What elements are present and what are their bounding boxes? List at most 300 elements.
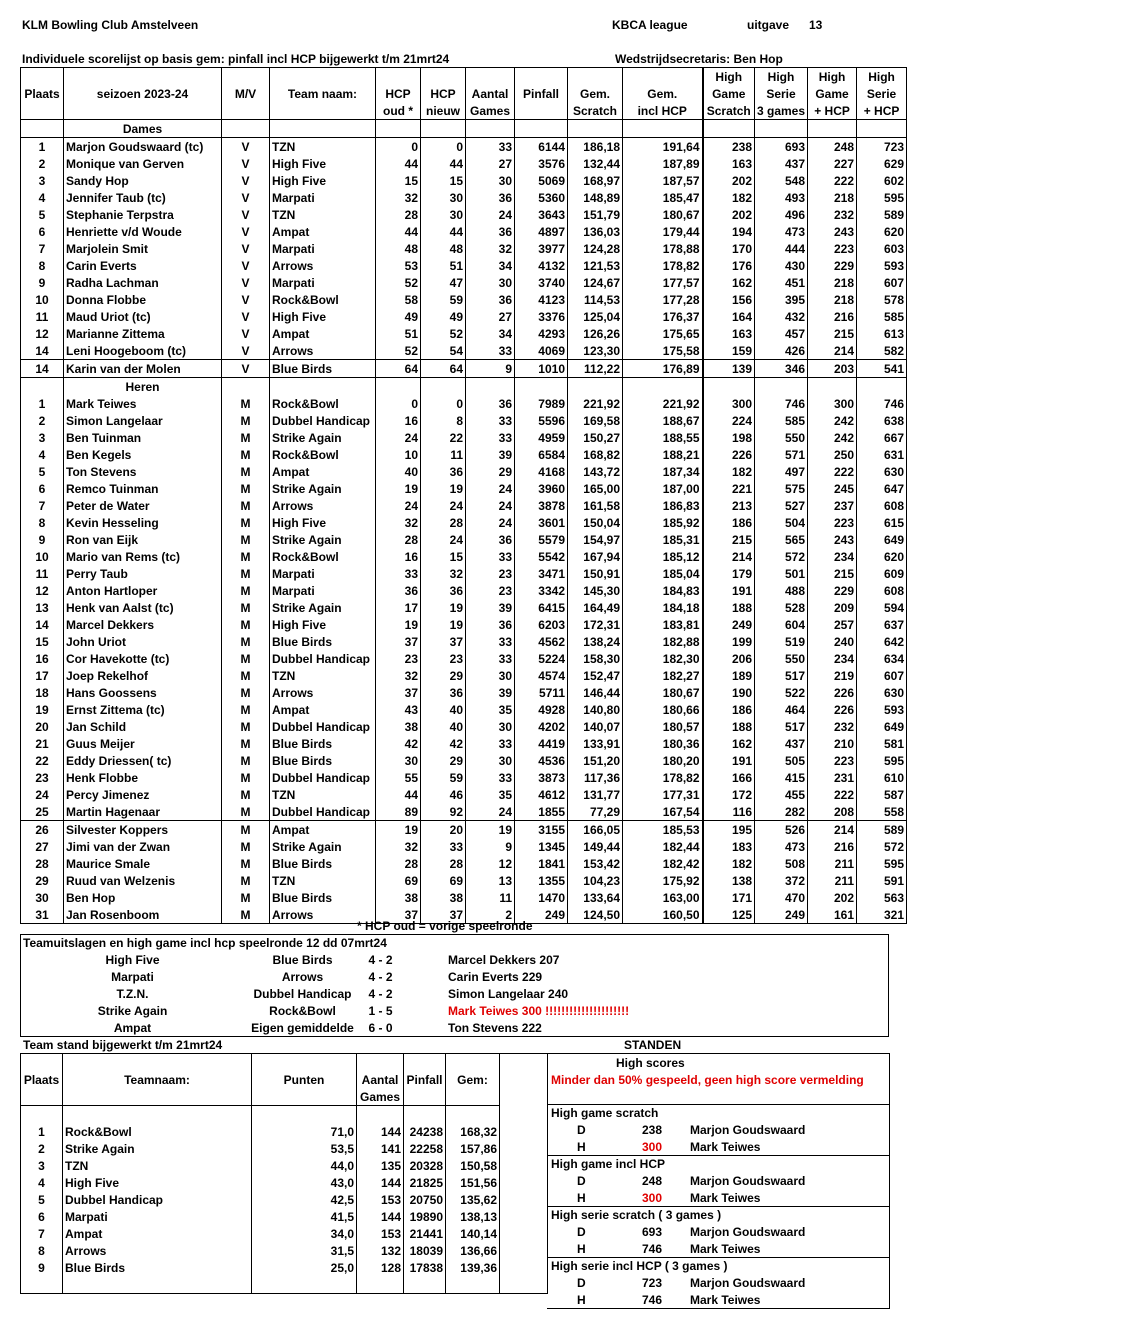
high-score-divider bbox=[547, 1206, 889, 1207]
cell-mv: M bbox=[222, 650, 270, 667]
cell-gem-hcp: 179,44 bbox=[623, 223, 703, 240]
cell-games: 27 bbox=[466, 155, 515, 172]
cell-gem-hcp: 180,57 bbox=[623, 718, 703, 735]
cell-high-game-hcp: 248 bbox=[808, 138, 857, 156]
cell-high-serie-hcp: 582 bbox=[857, 342, 907, 360]
cell-hcp-new: 20 bbox=[421, 821, 466, 839]
cell-high-serie-hcp: 581 bbox=[857, 735, 907, 752]
cell-plaats: 1 bbox=[21, 395, 64, 412]
cell-games: 11 bbox=[466, 889, 515, 906]
cell-hcp-new: 19 bbox=[421, 616, 466, 633]
cell-gem-hcp: 175,58 bbox=[623, 342, 703, 360]
cell-high-serie-hcp: 602 bbox=[857, 172, 907, 189]
cell-hcp-old: 52 bbox=[376, 342, 421, 360]
cell-hcp-new: 28 bbox=[421, 514, 466, 531]
cell-hcp-old: 69 bbox=[376, 872, 421, 889]
standings-cell-games: 135 bbox=[357, 1157, 404, 1174]
cell-hcp-new: 32 bbox=[421, 565, 466, 582]
cell-mv: M bbox=[222, 514, 270, 531]
cell-hcp-new: 51 bbox=[421, 257, 466, 274]
cell-high-serie: 249 bbox=[755, 906, 808, 924]
cell-gem-scratch: 140,80 bbox=[568, 701, 623, 718]
cell-gem-scratch: 169,58 bbox=[568, 412, 623, 429]
cell-pinfall: 3155 bbox=[515, 821, 568, 839]
cell-team: Arrows bbox=[270, 257, 376, 274]
player-row bbox=[21, 138, 907, 156]
standings-cell-team: Marpati bbox=[63, 1208, 252, 1225]
heren-high-name: Mark Teiwes bbox=[690, 1242, 761, 1256]
cell-team: Arrows bbox=[270, 906, 376, 924]
cell-high-serie: 464 bbox=[755, 701, 808, 718]
cell-games: 24 bbox=[466, 480, 515, 497]
cell-mv: M bbox=[222, 480, 270, 497]
cell-games: 34 bbox=[466, 325, 515, 342]
cell-team: Marpati bbox=[270, 189, 376, 206]
cell-gem-hcp: 184,18 bbox=[623, 599, 703, 616]
col-mv: M/V bbox=[222, 68, 270, 120]
heren-section bbox=[21, 378, 907, 924]
player-row bbox=[21, 325, 907, 342]
cell-hcp-new: 8 bbox=[421, 412, 466, 429]
cell-high-game-hcp: 243 bbox=[808, 531, 857, 548]
player-row bbox=[21, 701, 907, 718]
cell-high-serie-hcp: 631 bbox=[857, 446, 907, 463]
cell-hcp-old: 30 bbox=[376, 752, 421, 769]
cell-high-game: 189 bbox=[703, 667, 755, 684]
result-away-team: Arrows bbox=[281, 970, 324, 984]
cell-plaats: 28 bbox=[21, 855, 64, 872]
standings-row bbox=[21, 1157, 548, 1174]
cell-hcp-new: 42 bbox=[421, 735, 466, 752]
cell-high-serie-hcp: 585 bbox=[857, 308, 907, 325]
cell-high-game-hcp: 222 bbox=[808, 463, 857, 480]
cell-high-game-hcp: 257 bbox=[808, 616, 857, 633]
result-score: 1 - 5 bbox=[368, 1004, 393, 1018]
cell-high-serie: 527 bbox=[755, 497, 808, 514]
cell-high-serie-hcp: 630 bbox=[857, 684, 907, 701]
cell-high-game: 202 bbox=[703, 172, 755, 189]
standings-cell-team: Blue Birds bbox=[63, 1259, 252, 1276]
player-row bbox=[21, 172, 907, 189]
cell-name: Guus Meijer bbox=[64, 735, 222, 752]
cell-pinfall: 5579 bbox=[515, 531, 568, 548]
cell-games: 9 bbox=[466, 360, 515, 378]
cell-hcp-old: 24 bbox=[376, 429, 421, 446]
cell-mv: M bbox=[222, 889, 270, 906]
cell-high-serie-hcp: 620 bbox=[857, 223, 907, 240]
cell-high-serie: 437 bbox=[755, 735, 808, 752]
cell-plaats: 14 bbox=[21, 342, 64, 360]
cell-gem-scratch: 124,50 bbox=[568, 906, 623, 924]
cell-games: 19 bbox=[466, 821, 515, 839]
cell-team: High Five bbox=[270, 172, 376, 189]
cell-gem-scratch: 136,03 bbox=[568, 223, 623, 240]
cell-hcp-new: 59 bbox=[421, 291, 466, 308]
cell-pinfall: 4168 bbox=[515, 463, 568, 480]
cell-hcp-old: 15 bbox=[376, 172, 421, 189]
cell-plaats: 15 bbox=[21, 633, 64, 650]
cell-mv: V bbox=[222, 189, 270, 206]
player-row bbox=[21, 463, 907, 480]
cell-high-game-hcp: 231 bbox=[808, 769, 857, 786]
cell-games: 29 bbox=[466, 463, 515, 480]
cell-high-game: 179 bbox=[703, 565, 755, 582]
cell-high-serie-hcp: 667 bbox=[857, 429, 907, 446]
cell-mv: M bbox=[222, 684, 270, 701]
standings-title: Team stand bijgewerkt t/m 21mrt24 bbox=[23, 1038, 223, 1052]
cell-name: Anton Hartloper bbox=[64, 582, 222, 599]
cell-gem-scratch: 151,79 bbox=[568, 206, 623, 223]
cell-gem-hcp: 176,89 bbox=[623, 360, 703, 378]
cell-hcp-new: 0 bbox=[421, 138, 466, 156]
cell-hcp-old: 16 bbox=[376, 412, 421, 429]
standings-col-games: Aantal bbox=[357, 1071, 404, 1088]
cell-plaats: 10 bbox=[21, 291, 64, 308]
cell-hcp-new: 59 bbox=[421, 769, 466, 786]
cell-high-serie-hcp: 594 bbox=[857, 599, 907, 616]
cell-hcp-new: 40 bbox=[421, 718, 466, 735]
cell-pinfall: 5596 bbox=[515, 412, 568, 429]
cell-high-game: 176 bbox=[703, 257, 755, 274]
dames-high-score: 723 bbox=[641, 1276, 662, 1290]
cell-name: Ben Tuinman bbox=[64, 429, 222, 446]
standings-row bbox=[21, 1208, 548, 1225]
cell-high-serie-hcp: 642 bbox=[857, 633, 907, 650]
player-row bbox=[21, 429, 907, 446]
cell-mv: V bbox=[222, 138, 270, 156]
cell-high-serie-hcp: 634 bbox=[857, 650, 907, 667]
cell-mv: M bbox=[222, 855, 270, 872]
cell-gem-scratch: 114,53 bbox=[568, 291, 623, 308]
cell-gem-hcp: 185,31 bbox=[623, 531, 703, 548]
cell-hcp-new: 30 bbox=[421, 206, 466, 223]
cell-high-serie: 572 bbox=[755, 548, 808, 565]
cell-high-serie-hcp: 746 bbox=[857, 395, 907, 412]
cell-high-serie: 517 bbox=[755, 667, 808, 684]
cell-gem-scratch: 153,42 bbox=[568, 855, 623, 872]
cell-gem-hcp: 177,31 bbox=[623, 786, 703, 803]
cell-mv: M bbox=[222, 786, 270, 803]
cell-gem-hcp: 178,88 bbox=[623, 240, 703, 257]
cell-team: Ampat bbox=[270, 821, 376, 839]
cell-name: John Uriot bbox=[64, 633, 222, 650]
cell-high-serie: 395 bbox=[755, 291, 808, 308]
cell-high-game-hcp: 226 bbox=[808, 684, 857, 701]
cell-pinfall: 4132 bbox=[515, 257, 568, 274]
cell-pinfall: 4202 bbox=[515, 718, 568, 735]
cell-gem-scratch: 132,44 bbox=[568, 155, 623, 172]
cell-games: 36 bbox=[466, 189, 515, 206]
cell-pinfall: 4293 bbox=[515, 325, 568, 342]
player-row bbox=[21, 599, 907, 616]
cell-high-game: 199 bbox=[703, 633, 755, 650]
dames-high-score: 238 bbox=[641, 1123, 662, 1137]
high-score-divider bbox=[547, 1155, 889, 1156]
standings-row bbox=[21, 1140, 548, 1157]
standings-cell-pinfall: 20328 bbox=[404, 1157, 446, 1174]
cell-plaats: 18 bbox=[21, 684, 64, 701]
cell-high-serie-hcp: 593 bbox=[857, 701, 907, 718]
cell-high-serie: 473 bbox=[755, 838, 808, 855]
cell-team: TZN bbox=[270, 667, 376, 684]
cell-pinfall: 4928 bbox=[515, 701, 568, 718]
result-away-team: Rock&Bowl bbox=[269, 1004, 336, 1018]
cell-gem-hcp: 178,82 bbox=[623, 257, 703, 274]
result-high-game: Carin Everts 229 bbox=[448, 970, 543, 984]
cell-name: Jan Schild bbox=[64, 718, 222, 735]
cell-name: Hans Goossens bbox=[64, 684, 222, 701]
high-score-divider bbox=[547, 1257, 889, 1258]
cell-gem-hcp: 186,83 bbox=[623, 497, 703, 514]
cell-hcp-old: 16 bbox=[376, 548, 421, 565]
cell-pinfall: 3471 bbox=[515, 565, 568, 582]
col-plaats: Plaats bbox=[21, 68, 64, 120]
cell-name: Leni Hoogeboom (tc) bbox=[64, 342, 222, 360]
cell-pinfall: 4959 bbox=[515, 429, 568, 446]
cell-name: Peter de Water bbox=[64, 497, 222, 514]
cell-games: 36 bbox=[466, 223, 515, 240]
standings-cell-team: Dubbel Handicap bbox=[63, 1191, 252, 1208]
result-score: 6 - 0 bbox=[368, 1021, 393, 1035]
cell-team: High Five bbox=[270, 514, 376, 531]
col-gem: Gem. bbox=[568, 85, 623, 102]
cell-gem-scratch: 167,94 bbox=[568, 548, 623, 565]
cell-hcp-new: 37 bbox=[421, 906, 466, 924]
dames-high-name: Marjon Goudswaard bbox=[690, 1123, 806, 1137]
cell-high-game: 249 bbox=[703, 616, 755, 633]
cell-gem-hcp: 182,30 bbox=[623, 650, 703, 667]
cell-hcp-old: 32 bbox=[376, 189, 421, 206]
cell-gem-hcp: 183,81 bbox=[623, 616, 703, 633]
cell-hcp-new: 29 bbox=[421, 752, 466, 769]
cell-hcp-old: 89 bbox=[376, 803, 421, 821]
cell-high-game-hcp: 216 bbox=[808, 308, 857, 325]
cell-gem-scratch: 152,47 bbox=[568, 667, 623, 684]
cell-hcp-new: 33 bbox=[421, 838, 466, 855]
cell-hcp-old: 37 bbox=[376, 633, 421, 650]
cell-high-serie: 432 bbox=[755, 308, 808, 325]
standings-cell-team: Rock&Bowl bbox=[63, 1123, 252, 1140]
cell-gem-hcp: 163,00 bbox=[623, 889, 703, 906]
cell-name: Stephanie Terpstra bbox=[64, 206, 222, 223]
cell-mv: M bbox=[222, 531, 270, 548]
cell-mv: M bbox=[222, 616, 270, 633]
cell-high-game: 164 bbox=[703, 308, 755, 325]
cell-team: Strike Again bbox=[270, 838, 376, 855]
cell-high-game-hcp: 218 bbox=[808, 189, 857, 206]
cell-plaats: 11 bbox=[21, 565, 64, 582]
cell-gem-scratch: 143,72 bbox=[568, 463, 623, 480]
cell-high-serie-hcp: 591 bbox=[857, 872, 907, 889]
cell-plaats: 13 bbox=[21, 599, 64, 616]
cell-pinfall: 4123 bbox=[515, 291, 568, 308]
cell-name: Silvester Koppers bbox=[64, 821, 222, 839]
cell-hcp-old: 23 bbox=[376, 650, 421, 667]
cell-gem-scratch: 164,49 bbox=[568, 599, 623, 616]
col-hcp-old: HCP bbox=[376, 85, 421, 102]
standings-cell-team: High Five bbox=[63, 1174, 252, 1191]
cell-high-game-hcp: 229 bbox=[808, 582, 857, 599]
cell-team: Strike Again bbox=[270, 599, 376, 616]
cell-name: Ernst Zittema (tc) bbox=[64, 701, 222, 718]
cell-games: 24 bbox=[466, 514, 515, 531]
cell-high-serie: 346 bbox=[755, 360, 808, 378]
cell-team: Blue Birds bbox=[270, 633, 376, 650]
cell-name: Kevin Hesseling bbox=[64, 514, 222, 531]
cell-high-game-hcp: 222 bbox=[808, 172, 857, 189]
cell-name: Marjon Goudswaard (tc) bbox=[64, 138, 222, 156]
player-row bbox=[21, 889, 907, 906]
cell-high-serie-hcp: 589 bbox=[857, 821, 907, 839]
cell-team: Strike Again bbox=[270, 429, 376, 446]
cell-team: Dubbel Handicap bbox=[270, 718, 376, 735]
cell-high-game: 171 bbox=[703, 889, 755, 906]
player-row bbox=[21, 838, 907, 855]
cell-high-serie-hcp: 589 bbox=[857, 206, 907, 223]
cell-hcp-old: 0 bbox=[376, 395, 421, 412]
result-score: 4 - 2 bbox=[368, 953, 393, 967]
dames-high-score: 693 bbox=[641, 1225, 662, 1239]
cell-name: Ben Hop bbox=[64, 889, 222, 906]
cell-games: 33 bbox=[466, 769, 515, 786]
result-away-team: Eigen gemiddelde bbox=[251, 1021, 354, 1035]
cell-high-game-hcp: 227 bbox=[808, 155, 857, 172]
cell-hcp-old: 17 bbox=[376, 599, 421, 616]
high-score-category: High game scratch bbox=[551, 1106, 659, 1120]
player-row bbox=[21, 274, 907, 291]
cell-mv: M bbox=[222, 633, 270, 650]
cell-high-game: 191 bbox=[703, 582, 755, 599]
cell-high-game: 163 bbox=[703, 325, 755, 342]
cell-team: Ampat bbox=[270, 701, 376, 718]
cell-games: 33 bbox=[466, 429, 515, 446]
cell-gem-hcp: 188,67 bbox=[623, 412, 703, 429]
cell-name: Carin Everts bbox=[64, 257, 222, 274]
cell-team: Marpati bbox=[270, 240, 376, 257]
standings-cell-punten: 34,0 bbox=[252, 1225, 357, 1242]
cell-team: Ampat bbox=[270, 223, 376, 240]
cell-name: Remco Tuinman bbox=[64, 480, 222, 497]
cell-name: Jan Rosenboom bbox=[64, 906, 222, 924]
result-score: 4 - 2 bbox=[368, 970, 393, 984]
cell-gem-scratch: 124,28 bbox=[568, 240, 623, 257]
cell-gem-hcp: 167,54 bbox=[623, 803, 703, 821]
dames-marker: D bbox=[577, 1123, 586, 1137]
standings-cell-gem: 150,58 bbox=[446, 1157, 500, 1174]
cell-plaats: 12 bbox=[21, 582, 64, 599]
cell-hcp-new: 30 bbox=[421, 189, 466, 206]
standen-label: STANDEN bbox=[624, 1038, 682, 1052]
cell-plaats: 12 bbox=[21, 325, 64, 342]
cell-hcp-old: 43 bbox=[376, 701, 421, 718]
cell-high-game: 198 bbox=[703, 429, 755, 446]
dames-marker: D bbox=[577, 1276, 586, 1290]
player-row bbox=[21, 786, 907, 803]
cell-games: 33 bbox=[466, 633, 515, 650]
cell-gem-hcp: 178,82 bbox=[623, 769, 703, 786]
player-row bbox=[21, 582, 907, 599]
heren-marker: H bbox=[577, 1242, 586, 1256]
cell-games: 34 bbox=[466, 257, 515, 274]
cell-plaats: 9 bbox=[21, 274, 64, 291]
cell-high-game-hcp: 223 bbox=[808, 514, 857, 531]
result-high-game: Simon Langelaar 240 bbox=[448, 987, 569, 1001]
cell-plaats: 14 bbox=[21, 616, 64, 633]
standings-cell-gem: 140,14 bbox=[446, 1225, 500, 1242]
cell-pinfall: 4612 bbox=[515, 786, 568, 803]
cell-high-serie: 444 bbox=[755, 240, 808, 257]
cell-plaats: 16 bbox=[21, 650, 64, 667]
cell-pinfall: 249 bbox=[515, 906, 568, 924]
player-row bbox=[21, 650, 907, 667]
cell-team: Blue Birds bbox=[270, 752, 376, 769]
standings-cell-games: 144 bbox=[357, 1174, 404, 1191]
cell-plaats: 21 bbox=[21, 735, 64, 752]
cell-high-game: 162 bbox=[703, 735, 755, 752]
results-title: Teamuitslagen en high game incl hcp speelronde 12 dd 07mrt24 bbox=[23, 936, 387, 950]
cell-team: Arrows bbox=[270, 497, 376, 514]
player-row bbox=[21, 855, 907, 872]
cell-gem-hcp: 185,47 bbox=[623, 189, 703, 206]
standings-row bbox=[21, 1242, 548, 1259]
cell-high-serie: 528 bbox=[755, 599, 808, 616]
cell-name: Henk Flobbe bbox=[64, 769, 222, 786]
cell-gem-scratch: 168,97 bbox=[568, 172, 623, 189]
cell-high-serie-hcp: 607 bbox=[857, 274, 907, 291]
cell-high-serie: 430 bbox=[755, 257, 808, 274]
cell-high-game-hcp: 242 bbox=[808, 412, 857, 429]
cell-hcp-new: 36 bbox=[421, 684, 466, 701]
cell-team: Dubbel Handicap bbox=[270, 412, 376, 429]
standings-cell-pinfall: 20750 bbox=[404, 1191, 446, 1208]
cell-hcp-new: 19 bbox=[421, 599, 466, 616]
player-row bbox=[21, 257, 907, 274]
cell-plaats: 23 bbox=[21, 769, 64, 786]
cell-high-serie: 455 bbox=[755, 786, 808, 803]
cell-high-game: 226 bbox=[703, 446, 755, 463]
cell-high-serie: 505 bbox=[755, 752, 808, 769]
cell-high-serie-hcp: 647 bbox=[857, 480, 907, 497]
cell-high-game: 186 bbox=[703, 514, 755, 531]
cell-high-game-hcp: 229 bbox=[808, 257, 857, 274]
standings-row bbox=[21, 1174, 548, 1191]
cell-high-serie-hcp: 609 bbox=[857, 565, 907, 582]
cell-hcp-new: 29 bbox=[421, 667, 466, 684]
cell-high-game: 221 bbox=[703, 480, 755, 497]
high-scores-note: Minder dan 50% gespeeld, geen high score vermelding bbox=[551, 1073, 864, 1087]
cell-high-serie-hcp: 321 bbox=[857, 906, 907, 924]
cell-high-serie: 497 bbox=[755, 463, 808, 480]
standings-cell-gem: 168,32 bbox=[446, 1123, 500, 1140]
cell-plaats: 8 bbox=[21, 257, 64, 274]
cell-team: Arrows bbox=[270, 342, 376, 360]
standings-cell-punten: 43,0 bbox=[252, 1174, 357, 1191]
standings-cell-plaats: 2 bbox=[21, 1140, 63, 1157]
cell-pinfall: 5069 bbox=[515, 172, 568, 189]
standings-cell-games: 153 bbox=[357, 1191, 404, 1208]
cell-gem-hcp: 187,00 bbox=[623, 480, 703, 497]
player-row bbox=[21, 531, 907, 548]
cell-high-game: 182 bbox=[703, 855, 755, 872]
cell-high-serie-hcp: 630 bbox=[857, 463, 907, 480]
player-row bbox=[21, 240, 907, 257]
cell-high-game-hcp: 243 bbox=[808, 223, 857, 240]
player-row bbox=[21, 821, 907, 839]
cell-pinfall: 3643 bbox=[515, 206, 568, 223]
subtitle: Individuele scorelijst op basis gem: pinfall incl HCP bijgewerkt t/m 21mrt24 bbox=[22, 52, 450, 66]
standings-row bbox=[21, 1123, 548, 1140]
cell-name: Maurice Smale bbox=[64, 855, 222, 872]
